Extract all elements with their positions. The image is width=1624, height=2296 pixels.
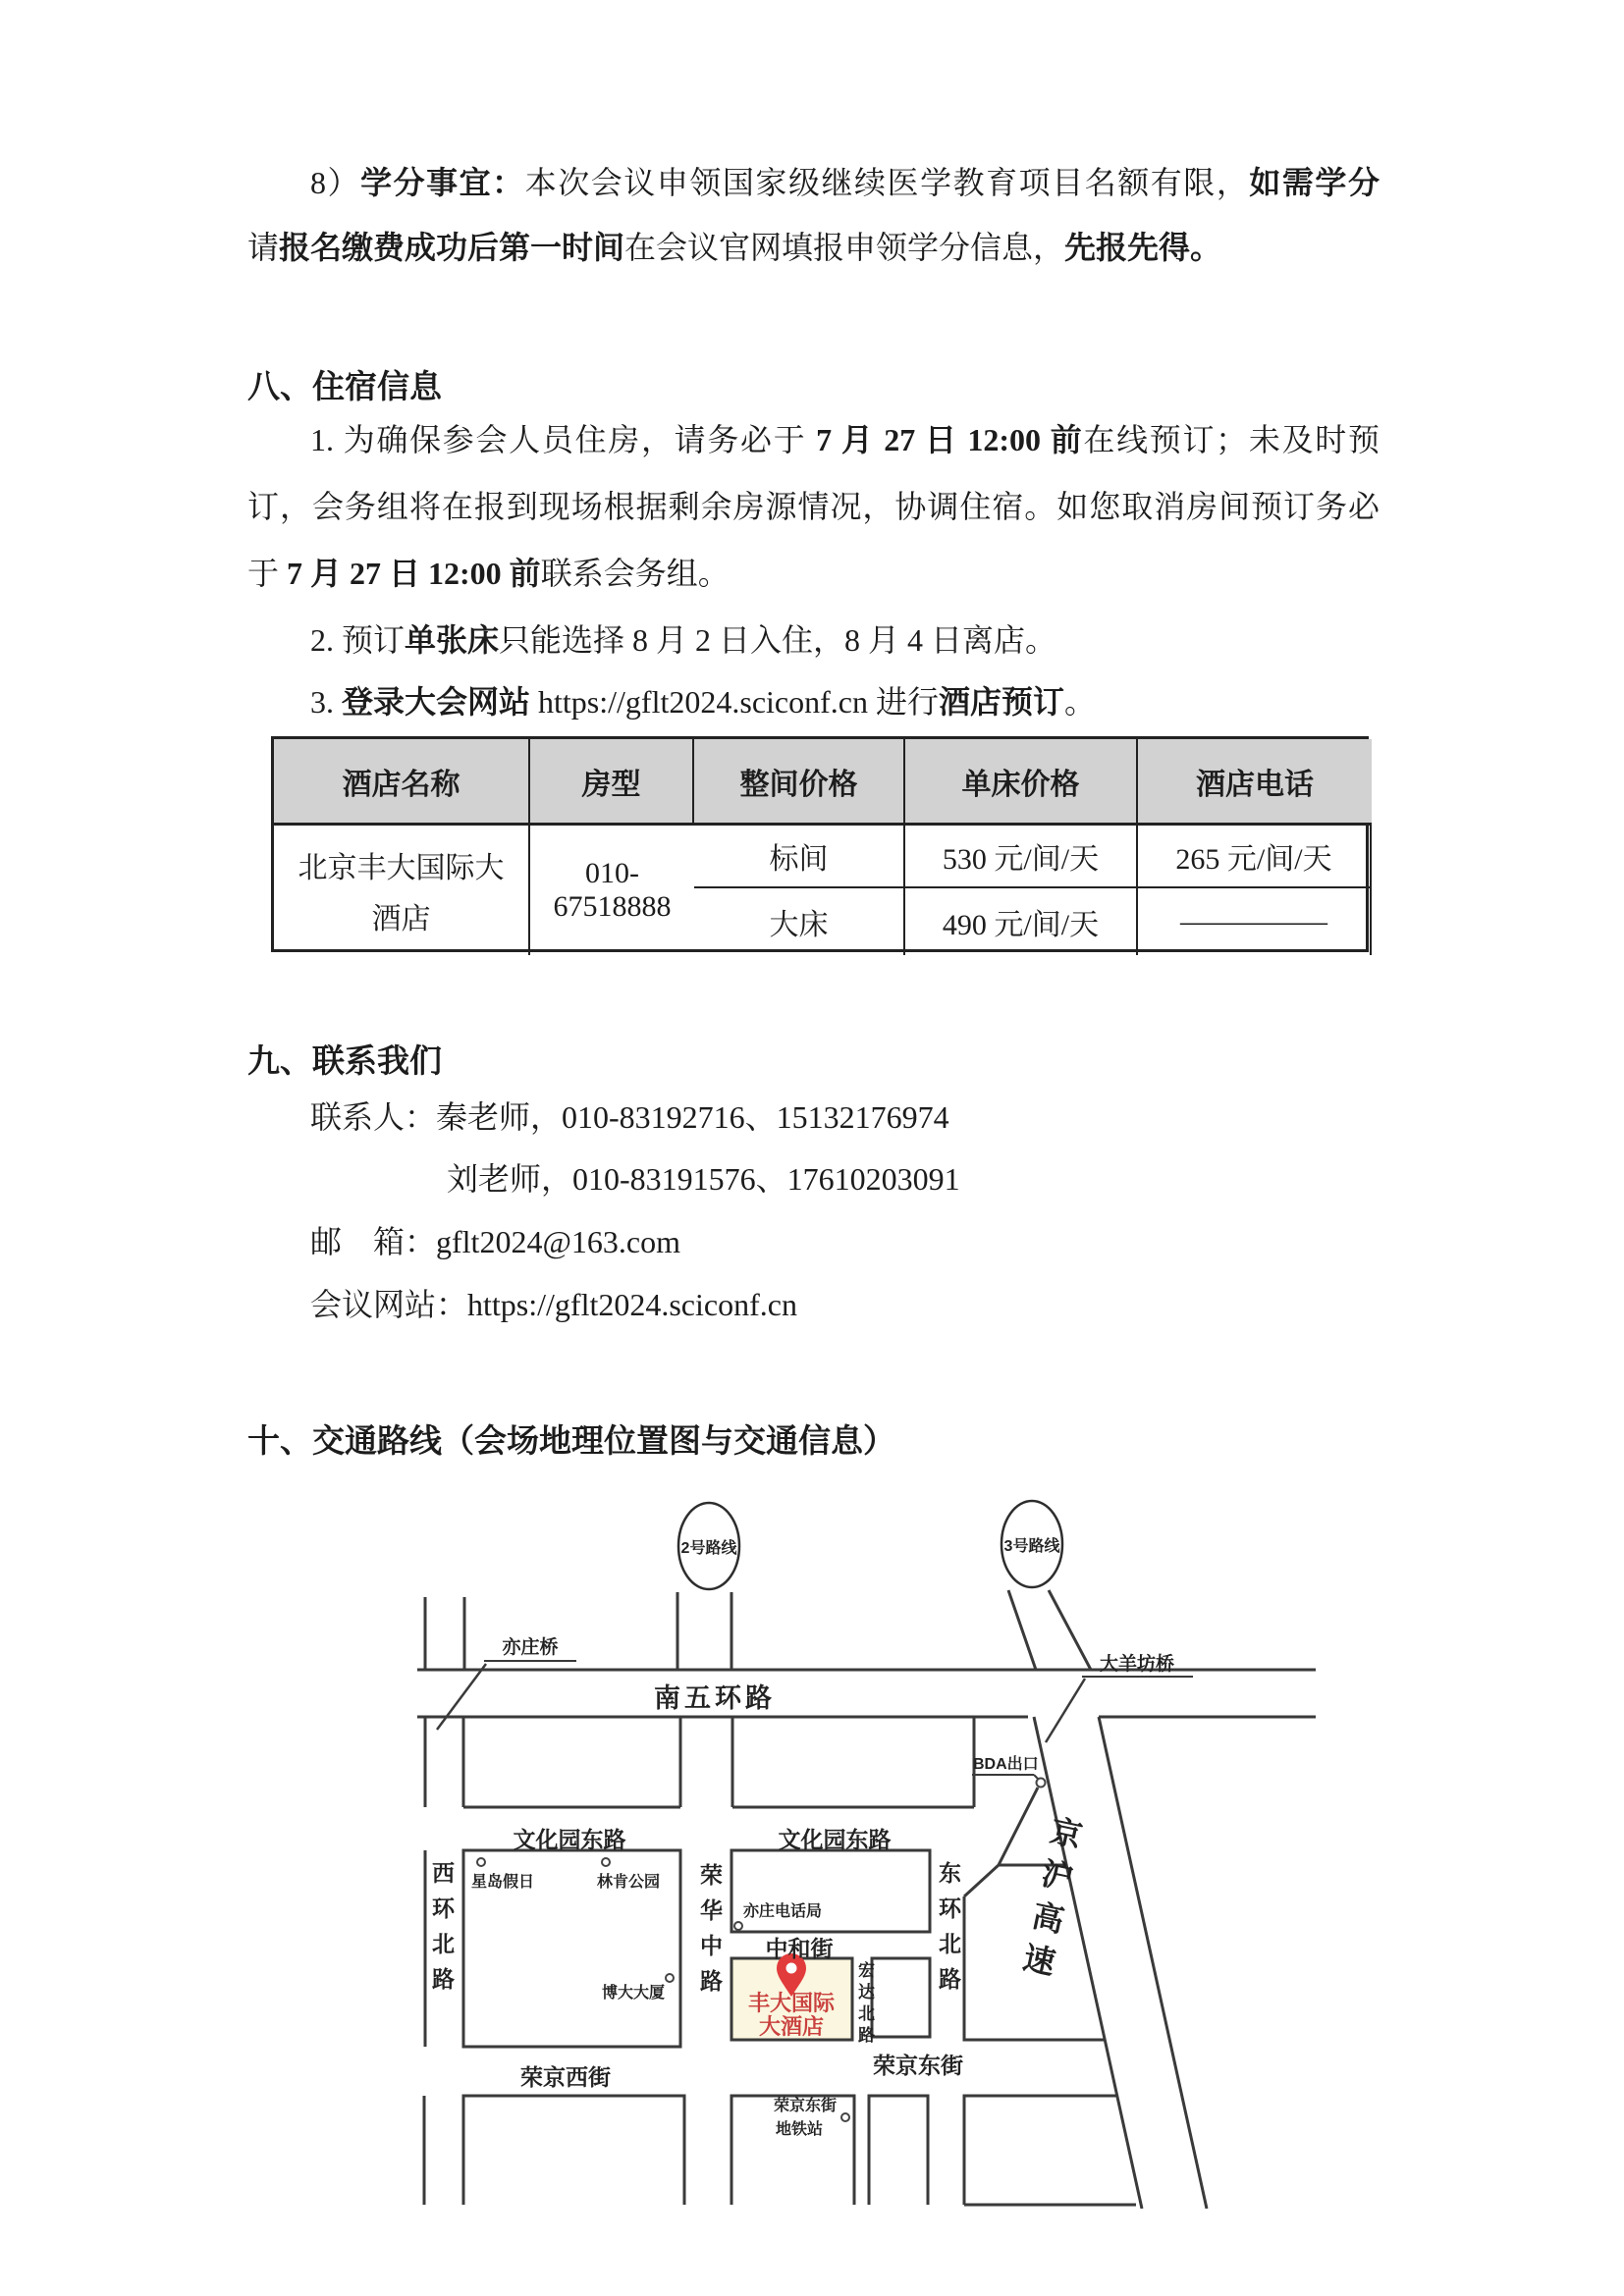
- sec8-p1-line3: [247, 541, 730, 606]
- cell-room-price-standard: 530 元/间/天: [905, 826, 1138, 888]
- text-run-bold: 7 月 27 日 12:00 前: [287, 556, 541, 591]
- map-label-hongda-north-road: 宏达北路: [855, 1961, 874, 2048]
- hotel-price-table: [271, 736, 1369, 952]
- conference-website: 会议网站：https://gflt2024.sciconf.cn: [310, 1287, 797, 1322]
- text-run: 。: [1064, 684, 1097, 720]
- conference-hotel-url: https://gflt2024.sciconf.cn 进行: [530, 684, 939, 720]
- text-run: 8）: [310, 165, 361, 200]
- map-hotel-name-line1: 丰大国际: [747, 1991, 836, 2015]
- text-run-bold: 单张床: [405, 622, 500, 658]
- col-header-room-type: 房型: [530, 739, 694, 826]
- text-run: 1. 为确保参会人员住房，请务必于: [310, 422, 817, 457]
- sec8-p3: [310, 669, 1096, 734]
- cell-hotel-name: [274, 826, 530, 955]
- map-label-rongjing-west-street: 荣京西街: [520, 2064, 611, 2090]
- map-route3-badge: 3号路线: [1003, 1537, 1060, 1555]
- col-header-bed-price: 单床价格: [905, 739, 1138, 826]
- text-run-bold: 学分事宜：: [360, 165, 525, 200]
- map-label-wenhuayuan-east-left: 文化园东路: [513, 1827, 626, 1852]
- map-label-dayangfang-bridge: 大羊坊桥: [1099, 1654, 1175, 1675]
- text-run-bold: 如需学分: [1249, 165, 1380, 200]
- text-run: 在会议官网填报申领学分信息，: [624, 230, 1065, 265]
- map-route2-badge: 2号路线: [680, 1539, 737, 1557]
- text-run-bold: 先报先得。: [1064, 230, 1222, 265]
- cell-bed-price-standard: 265 元/间/天: [1138, 826, 1372, 888]
- map-label-bda-exit: BDA出口: [973, 1756, 1039, 1773]
- section-8-heading: 八、住宿信息: [247, 370, 442, 405]
- cell-hotel-phone: 010-67518888: [553, 857, 672, 923]
- map-hotel-name-line2: 大酒店: [758, 2014, 825, 2039]
- map-label-metro-line2: 地铁站: [776, 2121, 824, 2138]
- text-run: 2. 预订: [310, 622, 406, 658]
- text-run: 于: [247, 556, 288, 591]
- map-label-telephone-office: 亦庄电话局: [743, 1903, 823, 1920]
- location-map: [398, 1492, 1321, 2209]
- sec8-p1-line1: [310, 407, 1380, 472]
- para-credit-line1: [310, 150, 1380, 215]
- text-run-bold: 7 月 27 日 12:00 前: [816, 422, 1084, 457]
- map-label-zhonghe-street: 中和街: [765, 1936, 834, 1961]
- contact-line-qin: 联系人：秦老师，010-83192716、15132176974: [310, 1099, 949, 1135]
- map-label-wenhuayuan-east-right: 文化园东路: [778, 1827, 892, 1852]
- section-9-heading: 九、联系我们: [247, 1044, 442, 1080]
- section-10-heading: 十、交通路线（会场地理位置图与交通信息）: [247, 1424, 895, 1460]
- text-run-bold: 登录大会网站: [342, 684, 531, 720]
- contact-line-liu: 刘老师，010-83191576、17610203091: [447, 1161, 960, 1197]
- col-header-hotel-name: 酒店名称: [274, 739, 530, 826]
- text-run-bold: 报名缴费成功后第一时间: [279, 230, 625, 265]
- map-label-donghuan-north-road: 东环北路: [936, 1861, 961, 2002]
- para-credit-line2: [247, 215, 1221, 280]
- map-label-jinghu-expressway: 京沪高速: [1014, 1813, 1086, 1990]
- cell-room-type-king: 大床: [694, 888, 905, 955]
- text-run: 只能选择 8 月 2 日入住，8 月 4 日离店。: [499, 622, 1057, 658]
- map-label-boda-building: 博大大厦: [601, 1985, 666, 2002]
- cell-bed-price-king: —————: [1138, 888, 1372, 955]
- text-run: 3.: [310, 684, 342, 720]
- sec8-p1-line2: 订，会务组将在报到现场根据剩余房源情况，协调住宿。如您取消房间预订务必: [247, 489, 1380, 524]
- map-label-south-5th-ring: 南五环路: [654, 1683, 776, 1713]
- map-label-xihuan-north-road: 西环北路: [429, 1861, 455, 2002]
- hotel-name-line2: 酒店: [371, 903, 431, 935]
- map-label-xingdao: 星岛假日: [470, 1874, 535, 1891]
- col-header-room-price: 整间价格: [694, 739, 905, 826]
- map-label-yizhuang-bridge: 亦庄桥: [502, 1637, 559, 1658]
- text-run: 在线预订；未及时预: [1083, 422, 1380, 457]
- text-run: 本次会议申领国家级继续医学教育项目名额有限，: [524, 165, 1250, 200]
- map-label-ronghua-middle-road: 荣华中路: [697, 1863, 723, 2004]
- cell-room-type-standard: 标间: [694, 826, 905, 888]
- map-label-rongjing-east-street: 荣京东街: [873, 2053, 963, 2078]
- col-header-hotel-phone: 酒店电话: [1138, 739, 1372, 826]
- contact-email: 邮 箱：gflt2024@163.com: [310, 1224, 681, 1259]
- hotel-name-line1: 北京丰大国际大: [298, 852, 505, 884]
- text-run: 联系会务组。: [540, 556, 730, 591]
- map-label-linken-park: 林肯公园: [596, 1874, 661, 1891]
- map-label-metro-line1: 荣京东街: [774, 2098, 838, 2114]
- text-run: 请: [247, 230, 280, 265]
- cell-room-price-king: 490 元/间/天: [905, 888, 1138, 955]
- text-run-bold: 酒店预订: [938, 684, 1064, 720]
- sec8-p2: [310, 608, 1056, 672]
